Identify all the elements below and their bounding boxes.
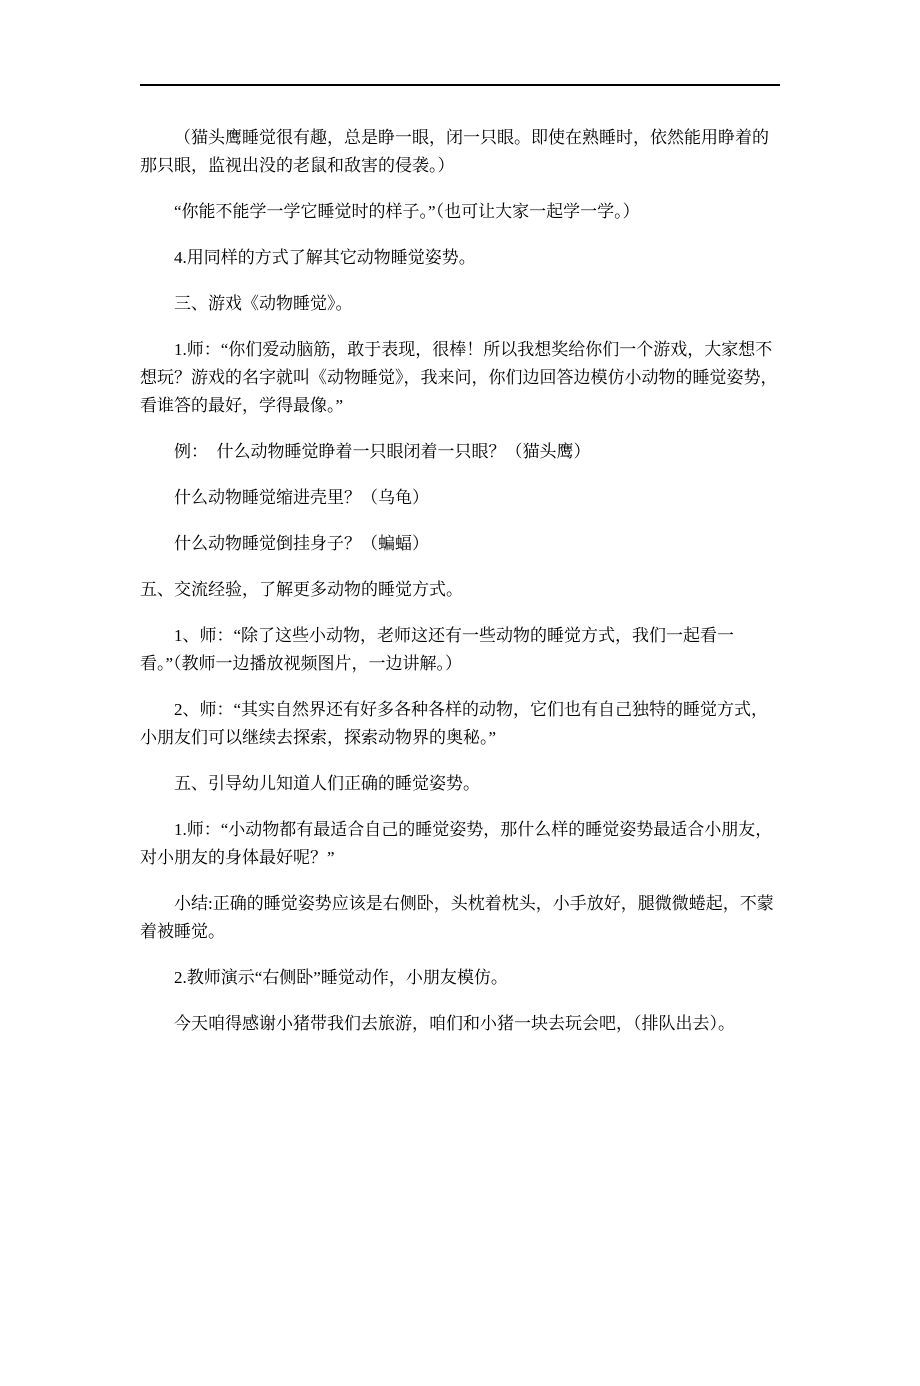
paragraph: 什么动物睡觉缩进壳里？（乌龟） (174, 488, 429, 507)
paragraph: 2、师：“其实自然界还有好多各种各样的动物，它们也有自己独特的睡觉方式，小朋友们可以继续去探索，探索动物界的奥秘。” (140, 700, 769, 747)
paragraph: 2.教师演示“右侧卧”睡觉动作，小朋友模仿。 (174, 968, 508, 987)
paragraph: 4.用同样的方式了解其它动物睡觉姿势。 (174, 248, 476, 267)
paragraph: 1.师：“你们爱动脑筋，敢于表现，很棒！所以我想奖给你们一个游戏，大家想不想玩？游戏的名字就叫《动物睡觉》，我来问，你们边回答边模仿小动物的睡觉姿势，看谁答的最好，学得最像。” (140, 340, 778, 415)
paragraph: 三、游戏《动物睡觉》。 (174, 294, 353, 313)
horizontal-rule (140, 84, 780, 86)
paragraph: 今天咱得感谢小猪带我们去旅游，咱们和小猪一块去玩会吧，（排队出去）。 (174, 1014, 735, 1033)
paragraph: 五、交流经验，了解更多动物的睡觉方式。 (140, 580, 463, 599)
document-page (0, 84, 920, 1386)
paragraph: 例： 什么动物睡觉睁着一只眼闭着一只眼？（猫头鹰） (174, 442, 591, 461)
paragraph: “你能不能学一学它睡觉时的样子。”（也可让大家一起学一学。） (174, 202, 640, 221)
paragraph: 五、引导幼儿知道人们正确的睡觉姿势。 (174, 774, 480, 793)
paragraph: （猫头鹰睡觉很有趣，总是睁一眼，闭一只眼。即使在熟睡时，依然能用睁着的那只眼，监视出没的老鼠和敌害的侵袭。） (140, 128, 769, 175)
paragraph: 小结:正确的睡觉姿势应该是右侧卧，头枕着枕头，小手放好，腿微微蜷起，不蒙着被睡觉。 (140, 894, 774, 941)
paragraph: 1、师：“除了这些小动物，老师这还有一些动物的睡觉方式，我们一起看一看。”（教师一边播放视频图片，一边讲解。） (140, 626, 735, 673)
paragraph: 什么动物睡觉倒挂身子？（蝙蝠） (174, 534, 429, 553)
document-body (140, 124, 780, 1038)
paragraph: 1.师：“小动物都有最适合自己的睡觉姿势，那什么样的睡觉姿势最适合小朋友，对小朋友的身体最好呢？” (140, 820, 773, 867)
